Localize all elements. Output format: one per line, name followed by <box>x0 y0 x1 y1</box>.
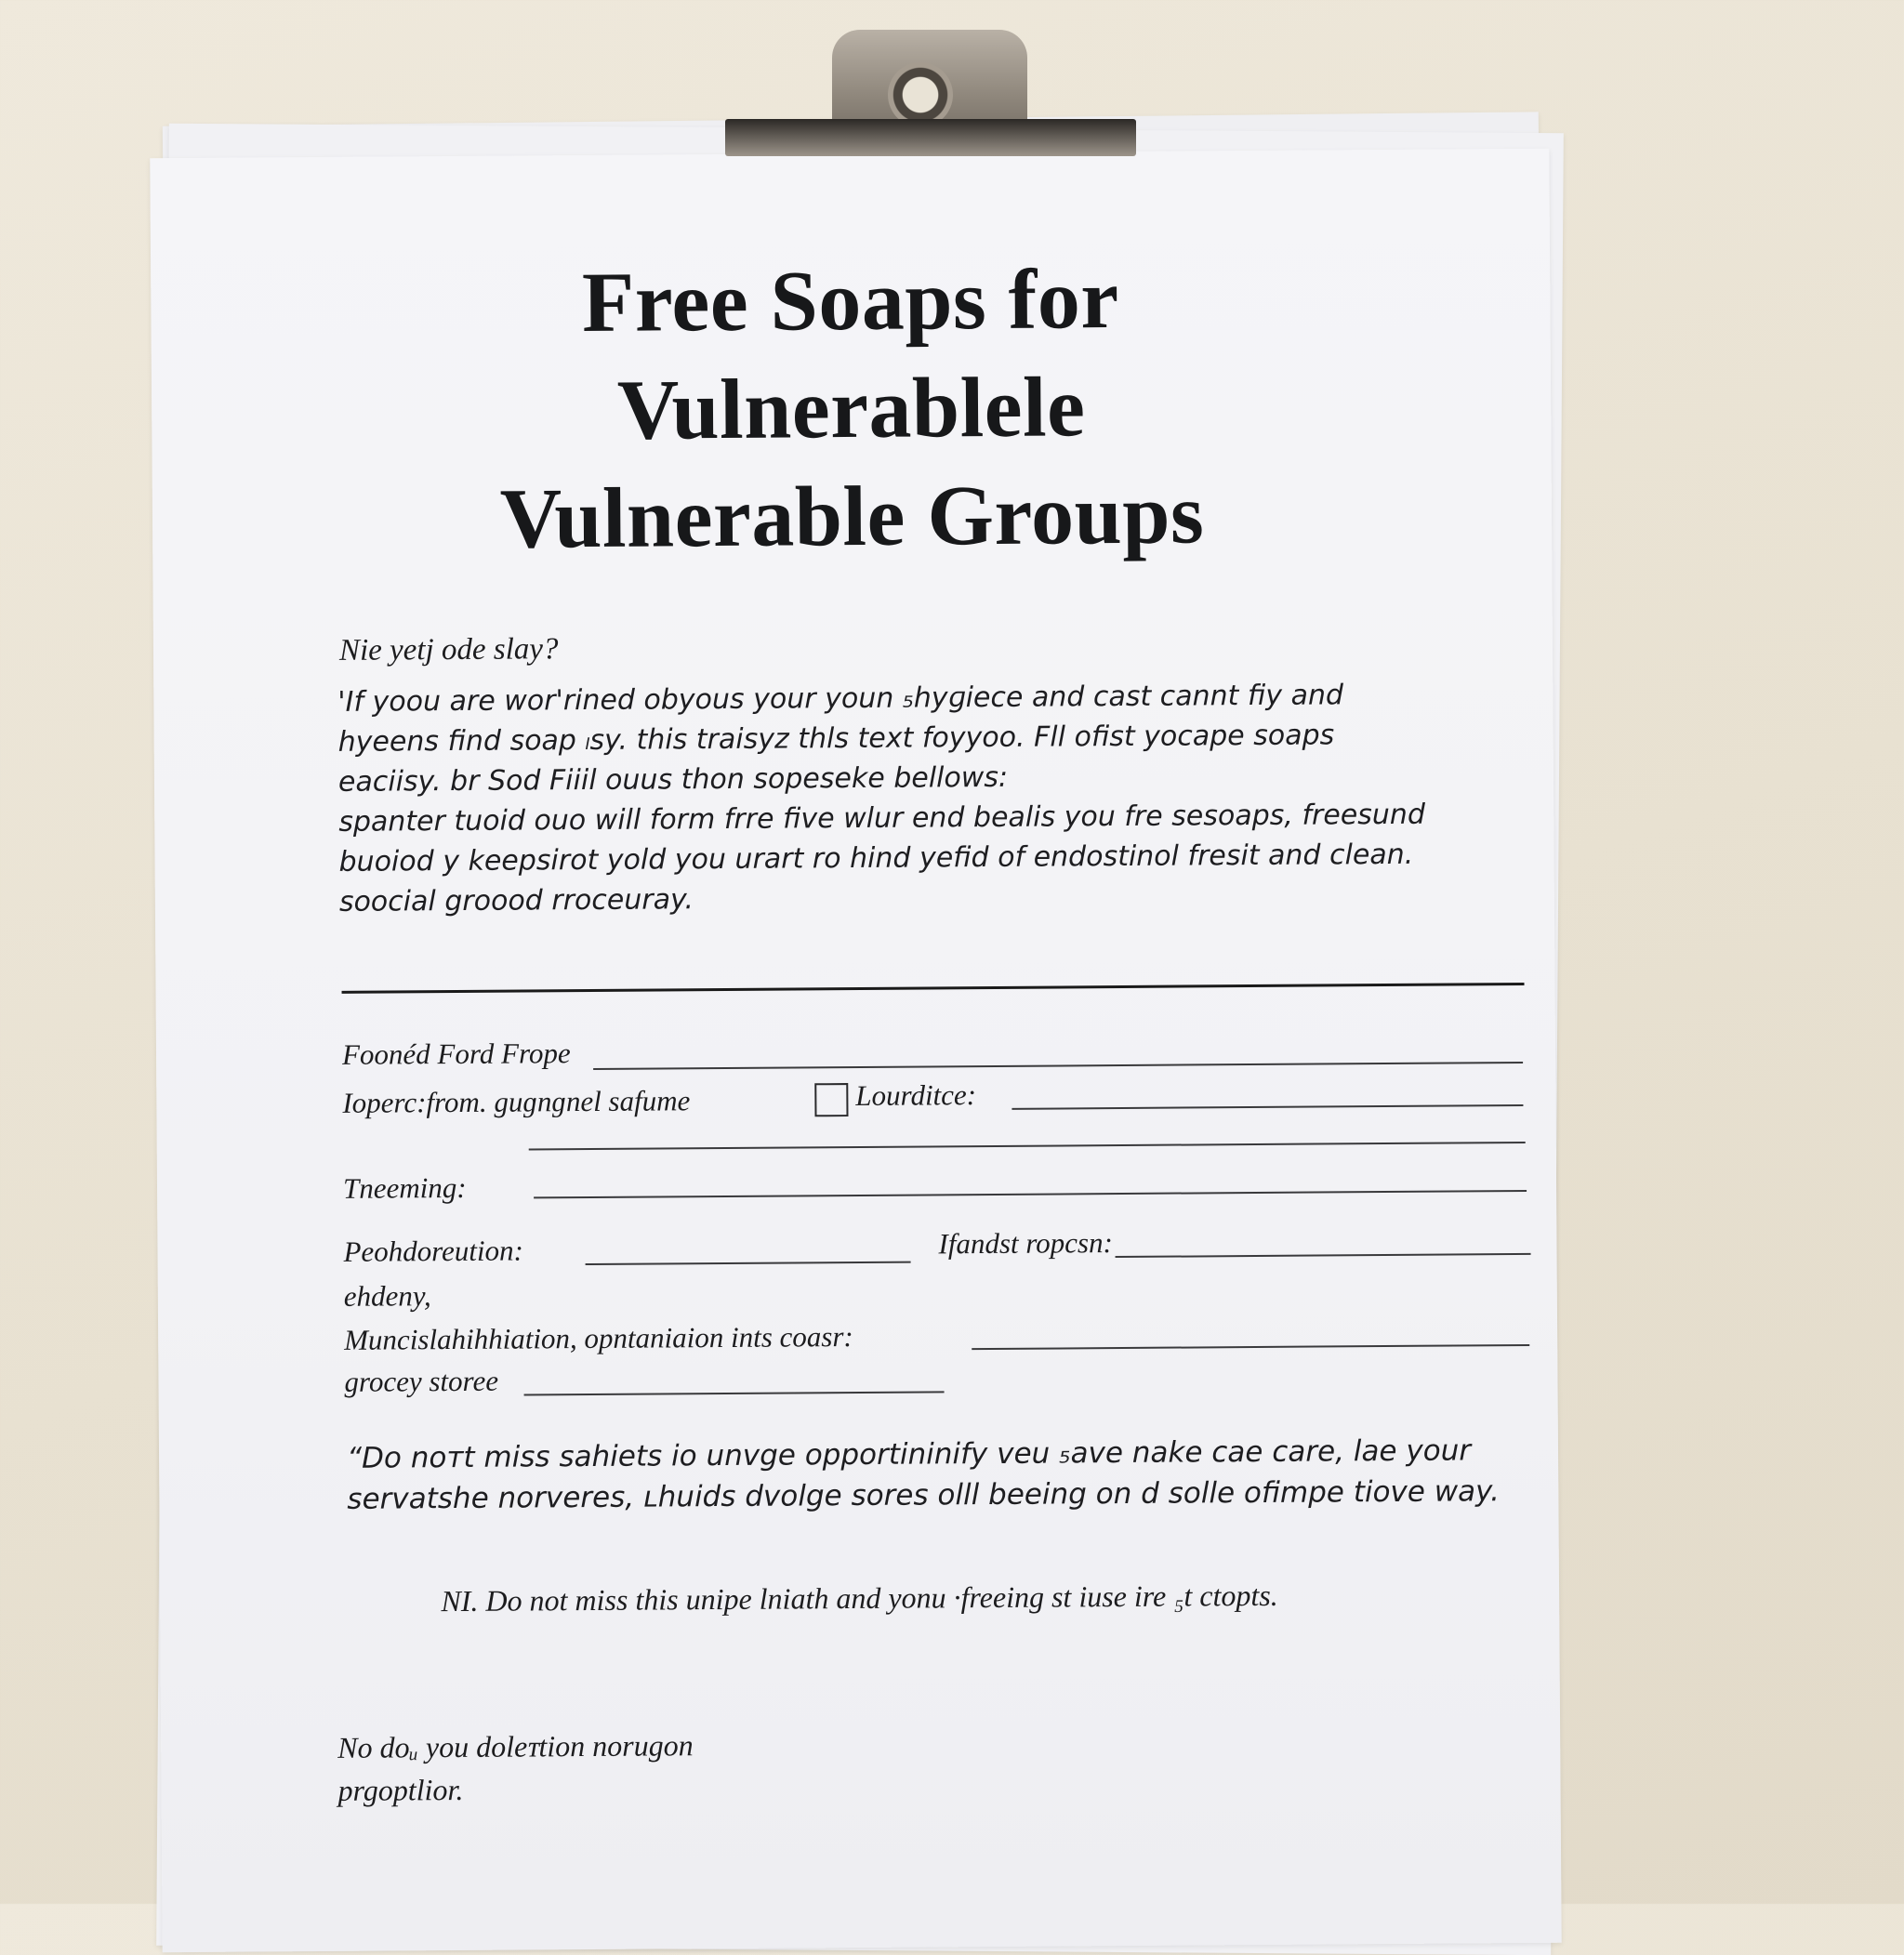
production-label: Peohdoreution: <box>343 1234 524 1268</box>
closing-line: prgoptlior. <box>337 1772 464 1807</box>
timing-field[interactable] <box>534 1190 1527 1198</box>
location-field-continued[interactable] <box>529 1142 1526 1150</box>
grocery-label: grocey storee <box>344 1364 499 1398</box>
title-line: Free Soaps for <box>581 251 1120 350</box>
closing-text <box>337 1724 694 1812</box>
title-line: Vulnerablele <box>616 359 1086 457</box>
group-checkbox[interactable] <box>814 1083 848 1116</box>
section-divider <box>342 983 1525 994</box>
intro-paragraph <box>337 674 1548 922</box>
paragraph-line: spanter tuoid ouo will form frre five wlur end bealis you fre sesoaps, freesund <box>338 798 1426 839</box>
footer-note: NI. Do not miss this unipe lniath and yonu ·freeing st iuse ire ₅t ctopts. <box>441 1578 1278 1618</box>
municipal-label: Muncislahihhiation, opntaniaion ints coasr: <box>344 1320 853 1356</box>
location-label: Lourditce: <box>855 1078 977 1113</box>
clip-ring <box>888 62 953 127</box>
paragraph-line: 'If yoou are wor'rined obyous your youn ₅hyɡiece and cast cannt fiy and <box>337 679 1344 719</box>
municipal-field[interactable] <box>972 1344 1529 1350</box>
timing-label: Tneeming: <box>342 1170 467 1205</box>
intro-question: Nie yetj ode slay? <box>338 632 559 667</box>
clip-bar <box>725 119 1136 156</box>
quote-line: “Do noᴛt miss sahiets io unvge opportininify veu ₅ave nake cae care, lae your <box>346 1433 1472 1475</box>
paragraph-line: buoiod y keepsirot yold you urart ro hind yefid of endostinol fresit and clean. <box>338 838 1414 878</box>
elderly-label: ehdeny, <box>343 1279 431 1313</box>
paragraph-line: eaciisy. br Sod Fiiil ouus thon sopeseke bellows: <box>337 760 1009 799</box>
paragraph-line: soocial groood rroceuray. <box>338 883 694 918</box>
contact-field[interactable] <box>1116 1253 1531 1258</box>
group-label: Ioperc:from. guɡnɡnel safume <box>342 1084 691 1119</box>
location-field[interactable] <box>1012 1104 1523 1110</box>
closing-line: No doᵤ you doleᴛtion norugon <box>337 1728 694 1764</box>
callout-quote <box>347 1430 1556 1520</box>
title-line: Vulnerable Groups <box>499 466 1205 566</box>
grocery-field[interactable] <box>524 1391 945 1395</box>
quote-line: servatshe norveres, ʟhuids dvolge sores olll beeing on d solle ofimpe tiove way. <box>347 1474 1501 1516</box>
flyer-title <box>151 242 1552 575</box>
full-name-field[interactable] <box>593 1062 1523 1070</box>
clipboard-clip <box>725 20 1136 156</box>
production-field[interactable] <box>586 1262 911 1265</box>
paragraph-line: hyeens find soap ₗsy. this traisyz thls text foyyoo. Fll ofist yocape soaps <box>337 719 1335 759</box>
flyer-page <box>150 149 1561 1952</box>
contact-label: Ifandst ropcsn: <box>938 1226 1114 1261</box>
full-name-label: Foonéd Ford Frope <box>341 1037 571 1071</box>
